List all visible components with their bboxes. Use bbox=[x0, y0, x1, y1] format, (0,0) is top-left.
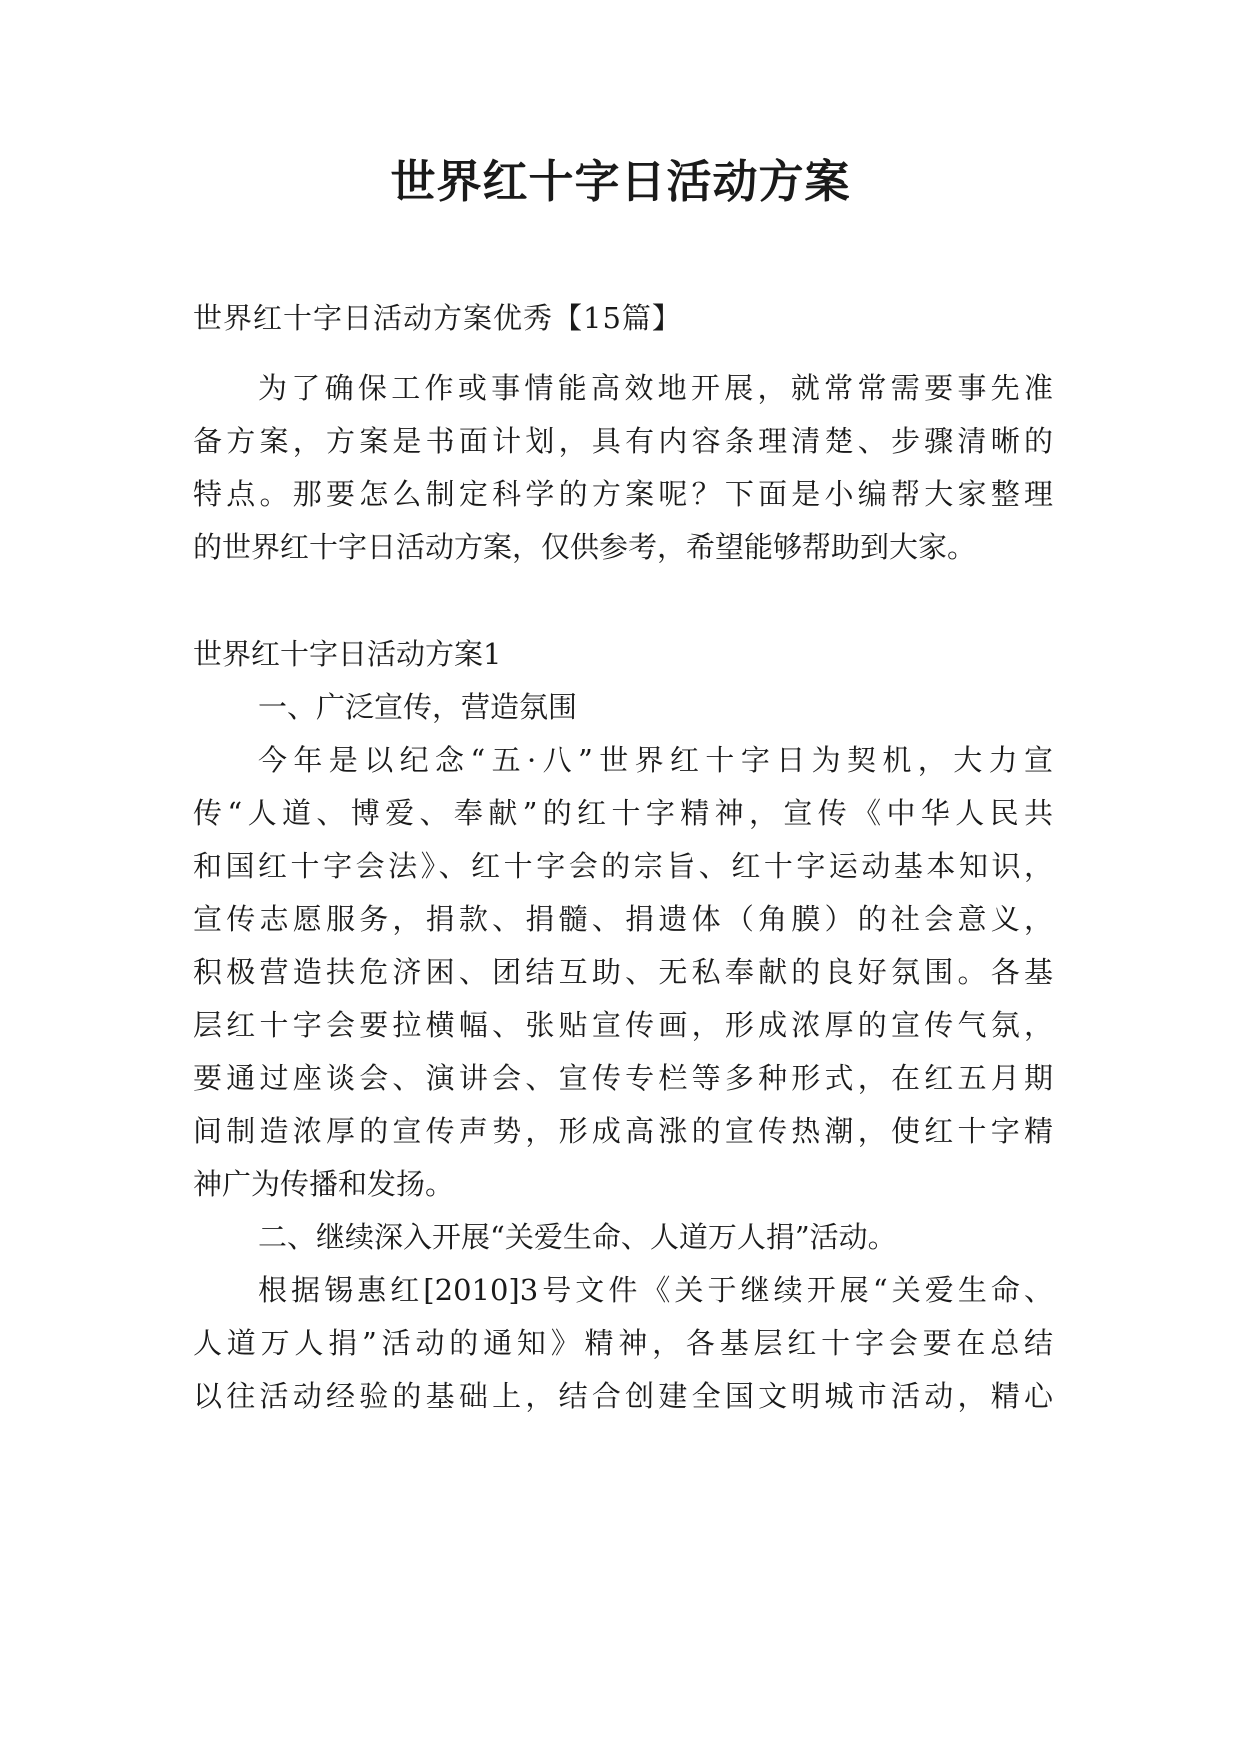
intro-line: 的世界红十字日活动方案，仅供参考，希望能够帮助到大家。 bbox=[193, 530, 977, 564]
paragraph-2-line: 人道万人捐”活动的通知》精神，各基层红十字会要在总结 bbox=[193, 1326, 1053, 1360]
paragraph-2-line: 根据锡惠红[2010]3号文件《关于继续开展“关爱生命、 bbox=[258, 1273, 1053, 1307]
paragraph-1-line: 层红十字会要拉横幅、张贴宣传画，形成浓厚的宣传气氛， bbox=[193, 1008, 1053, 1042]
paragraph-1-line: 神广为传播和发扬。 bbox=[193, 1167, 455, 1201]
paragraph-1-line: 宣传志愿服务，捐款、捐髓、捐遗体（角膜）的社会意义， bbox=[193, 902, 1053, 936]
paragraph-1-line: 要通过座谈会、演讲会、宣传专栏等多种形式，在红五月期 bbox=[193, 1061, 1053, 1095]
document-subtitle: 世界红十字日活动方案优秀【15篇】 bbox=[193, 301, 682, 335]
intro-line: 备方案，方案是书面计划，具有内容条理清楚、步骤清晰的 bbox=[193, 424, 1053, 458]
section-heading: 世界红十字日活动方案1 bbox=[193, 637, 502, 671]
subheading-2: 二、继续深入开展“关爱生命、人道万人捐”活动。 bbox=[258, 1220, 897, 1254]
paragraph-1-line: 间制造浓厚的宣传声势，形成高涨的宣传热潮，使红十字精 bbox=[193, 1114, 1053, 1148]
paragraph-2-line: 以往活动经验的基础上，结合创建全国文明城市活动，精心 bbox=[193, 1379, 1053, 1413]
intro-line: 特点。那要怎么制定科学的方案呢？下面是小编帮大家整理 bbox=[193, 477, 1053, 511]
paragraph-1-line: 积极营造扶危济困、团结互助、无私奉献的良好氛围。各基 bbox=[193, 955, 1053, 989]
paragraph-1-line: 传“人道、博爱、奉献”的红十字精神，宣传《中华人民共 bbox=[193, 796, 1053, 830]
document-title: 世界红十字日活动方案 bbox=[390, 155, 851, 208]
paragraph-1-line: 今年是以纪念“五·八”世界红十字日为契机，大力宣 bbox=[258, 743, 1053, 777]
paragraph-1-line: 和国红十字会法》、红十字会的宗旨、红十字运动基本知识， bbox=[193, 849, 1053, 883]
intro-line: 为了确保工作或事情能高效地开展，就常常需要事先准 bbox=[258, 371, 1053, 405]
subheading-1: 一、广泛宣传，营造氛围 bbox=[258, 690, 578, 724]
